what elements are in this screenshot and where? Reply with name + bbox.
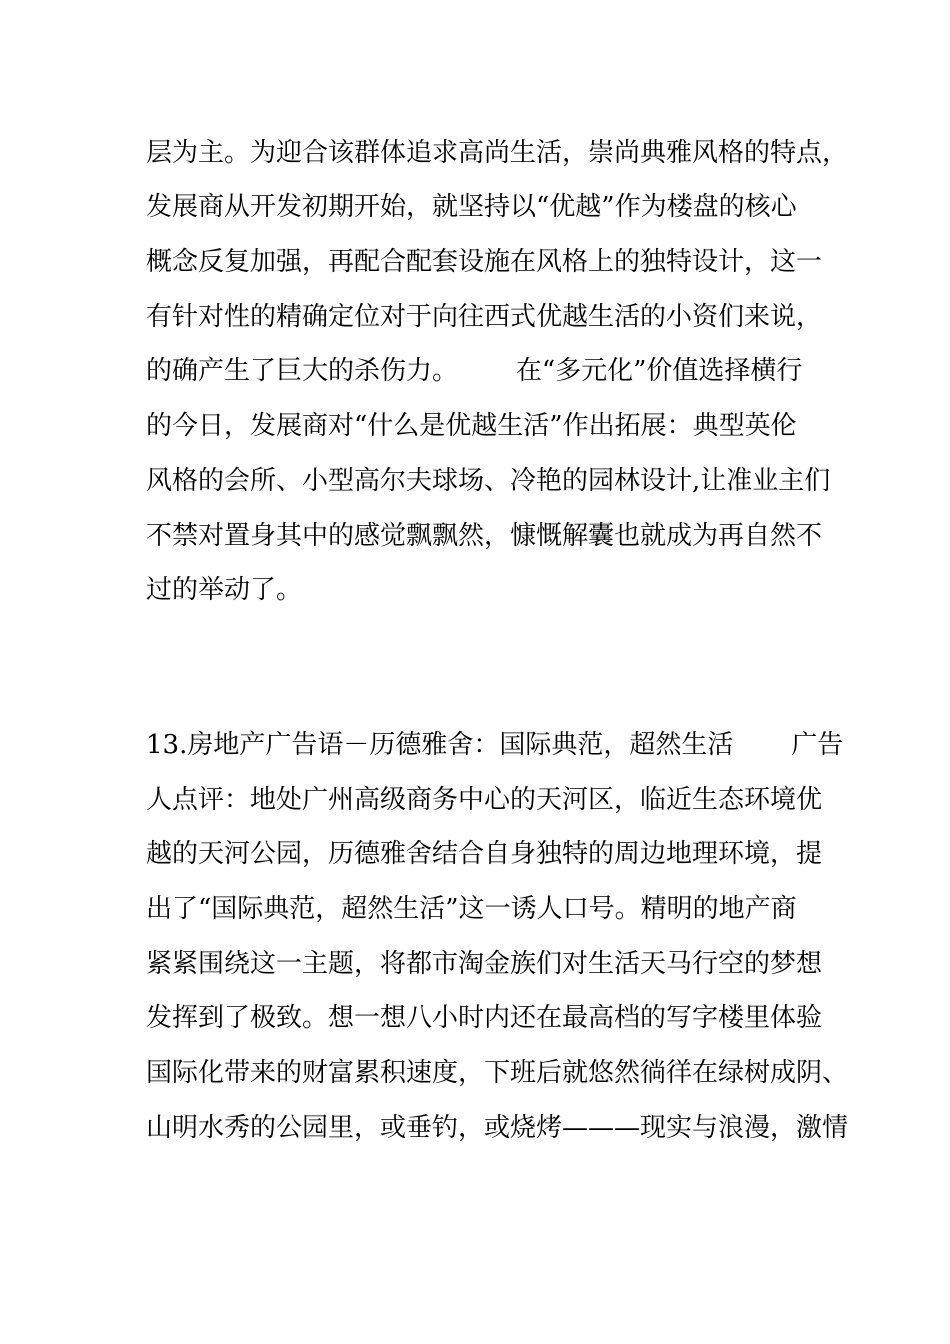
- text-line: 的确产生了巨大的杀伤力。 在“多元化”价值选择横行: [146, 356, 803, 386]
- text-line: 人点评：地处广州高级商务中心的天河区，临近生态环境优: [146, 785, 823, 815]
- text-line: 概念反复加强，再配合配套设施在风格上的独特设计，这一: [146, 247, 823, 277]
- text-line: 风格的会所、小型高尔夫球场、冷艳的园林设计,让准业主们: [146, 466, 831, 496]
- text-line: 过的举动了。: [146, 575, 303, 605]
- text-line: 不禁对置身其中的感觉飘飘然，慷慨解囊也就成为再自然不: [146, 521, 823, 551]
- text-line: 紧紧围绕这一主题，将都市淘金族们对生活天马行空的梦想: [146, 949, 823, 979]
- text-line: 国际化带来的财富累积速度，下班后就悠然徜徉在绿树成阴、: [146, 1058, 849, 1088]
- text-line: 发挥到了极致。想一想八小时内还在最高档的写字楼里体验: [146, 1003, 823, 1033]
- text-line: 发展商从开发初期开始，就坚持以“优越”作为楼盘的核心: [146, 192, 797, 222]
- text-line: 出了“国际典范，超然生活”这一诱人口号。精明的地产商: [146, 894, 797, 924]
- text-line: 层为主。为迎合该群体追求高尚生活，崇尚典雅风格的特点，: [146, 138, 849, 168]
- text-line: 越的天河公园，历德雅舍结合自身独特的周边地理环境，提: [146, 839, 823, 869]
- text-line: 13.房地产广告语－历德雅舍：国际典范，超然生活 广告: [146, 730, 844, 760]
- text-line: 的今日，发展商对“什么是优越生活”作出拓展：典型英伦: [146, 411, 797, 441]
- text-line: 有针对性的精确定位对于向往西式优越生活的小资们来说，: [146, 302, 823, 332]
- text-line: 山明水秀的公园里，或垂钓，或烧烤———现实与浪漫，激情: [146, 1113, 849, 1143]
